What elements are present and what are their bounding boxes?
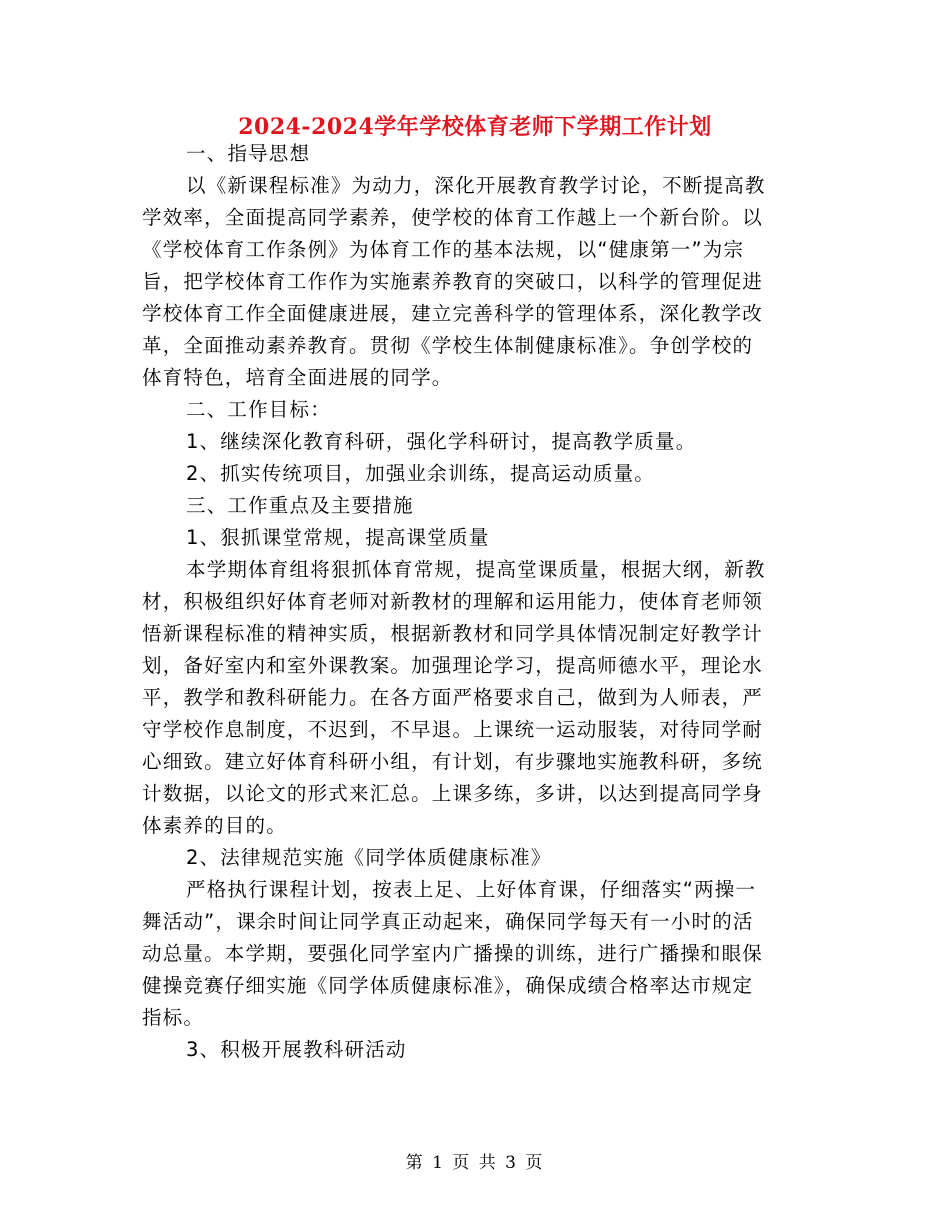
body-line: 守学校作息制度，不迟到，不早退。上课统一运动服装，对待同学耐 [142,718,764,741]
document-title: 2024-2024学年学校体育老师下学期工作计划 [238,114,712,140]
body-line: 材，积极组织好体育老师对新教材的理解和运用能力，使体育老师领 [142,590,764,613]
body-line: 三、工作重点及主要措施 [186,494,414,517]
body-line: 体素养的目的。 [142,814,287,837]
body-line: 划，备好室内和室外课教案。加强理论学习，提高师德水平，理论水 [142,654,764,677]
body-line: 动总量。本学期，要强化同学室内广播操的训练，进行广播操和眼保 [142,942,764,965]
body-line: 严格执行课程计划，按表上足、上好体育课，仔细落实“两操一 [186,878,757,901]
body-line: 《学校体育工作条例》为体育工作的基本法规，以“健康第一”为宗 [142,238,745,261]
body-line: 计数据，以论文的形式来汇总。上课多练，多讲，以达到提高同学身 [142,782,764,805]
document-body [142,138,802,1066]
body-line: 二、工作目标： [186,398,331,421]
body-line: 2、法律规范实施《同学体质健康标准》 [186,846,552,869]
body-line: 1、狠抓课堂常规，提高课堂质量 [186,526,490,549]
body-line: 学效率，全面提高同学素养，使学校的体育工作越上一个新台阶。以 [142,206,764,229]
body-line: 3、积极开展教科研活动 [186,1038,407,1061]
body-line: 体育特色，培育全面进展的同学。 [142,366,453,389]
body-line: 旨，把学校体育工作作为实施素养教育的突破口，以科学的管理促进 [142,270,764,293]
page-footer: 第 1 页 共 3 页 [405,1153,545,1173]
body-line: 革，全面推动素养教育。贯彻《学校生体制健康标准》。争创学校的 [142,334,754,357]
body-line: 心细致。建立好体育科研小组，有计划，有步骤地实施教科研，多统 [142,750,764,773]
body-line: 1、继续深化教育科研，强化学科研讨，提高教学质量。 [186,430,697,453]
body-line: 平，教学和教科研能力。在各方面严格要求自己，做到为人师表，严 [142,686,764,709]
body-line: 学校体育工作全面健康进展，建立完善科学的管理体系，深化教学改 [142,302,764,325]
body-line: 健操竞赛仔细实施《同学体质健康标准》，确保成绩合格率达市规定 [142,974,754,997]
body-line: 舞活动”，课余时间让同学真正动起来，确保同学每天有一小时的活 [142,910,754,933]
body-line: 指标。 [142,1006,205,1029]
body-line: 一、指导思想 [186,142,311,165]
body-line: 悟新课程标准的精神实质，根据新教材和同学具体情况制定好教学计 [142,622,764,645]
body-line: 以《新课程标准》为动力，深化开展教育教学讨论，不断提高教 [186,174,766,197]
body-line: 2、抓实传统项目，加强业余训练，提高运动质量。 [186,462,656,485]
body-line: 本学期体育组将狠抓体育常规，提高堂课质量，根据大纲，新教 [186,558,766,581]
